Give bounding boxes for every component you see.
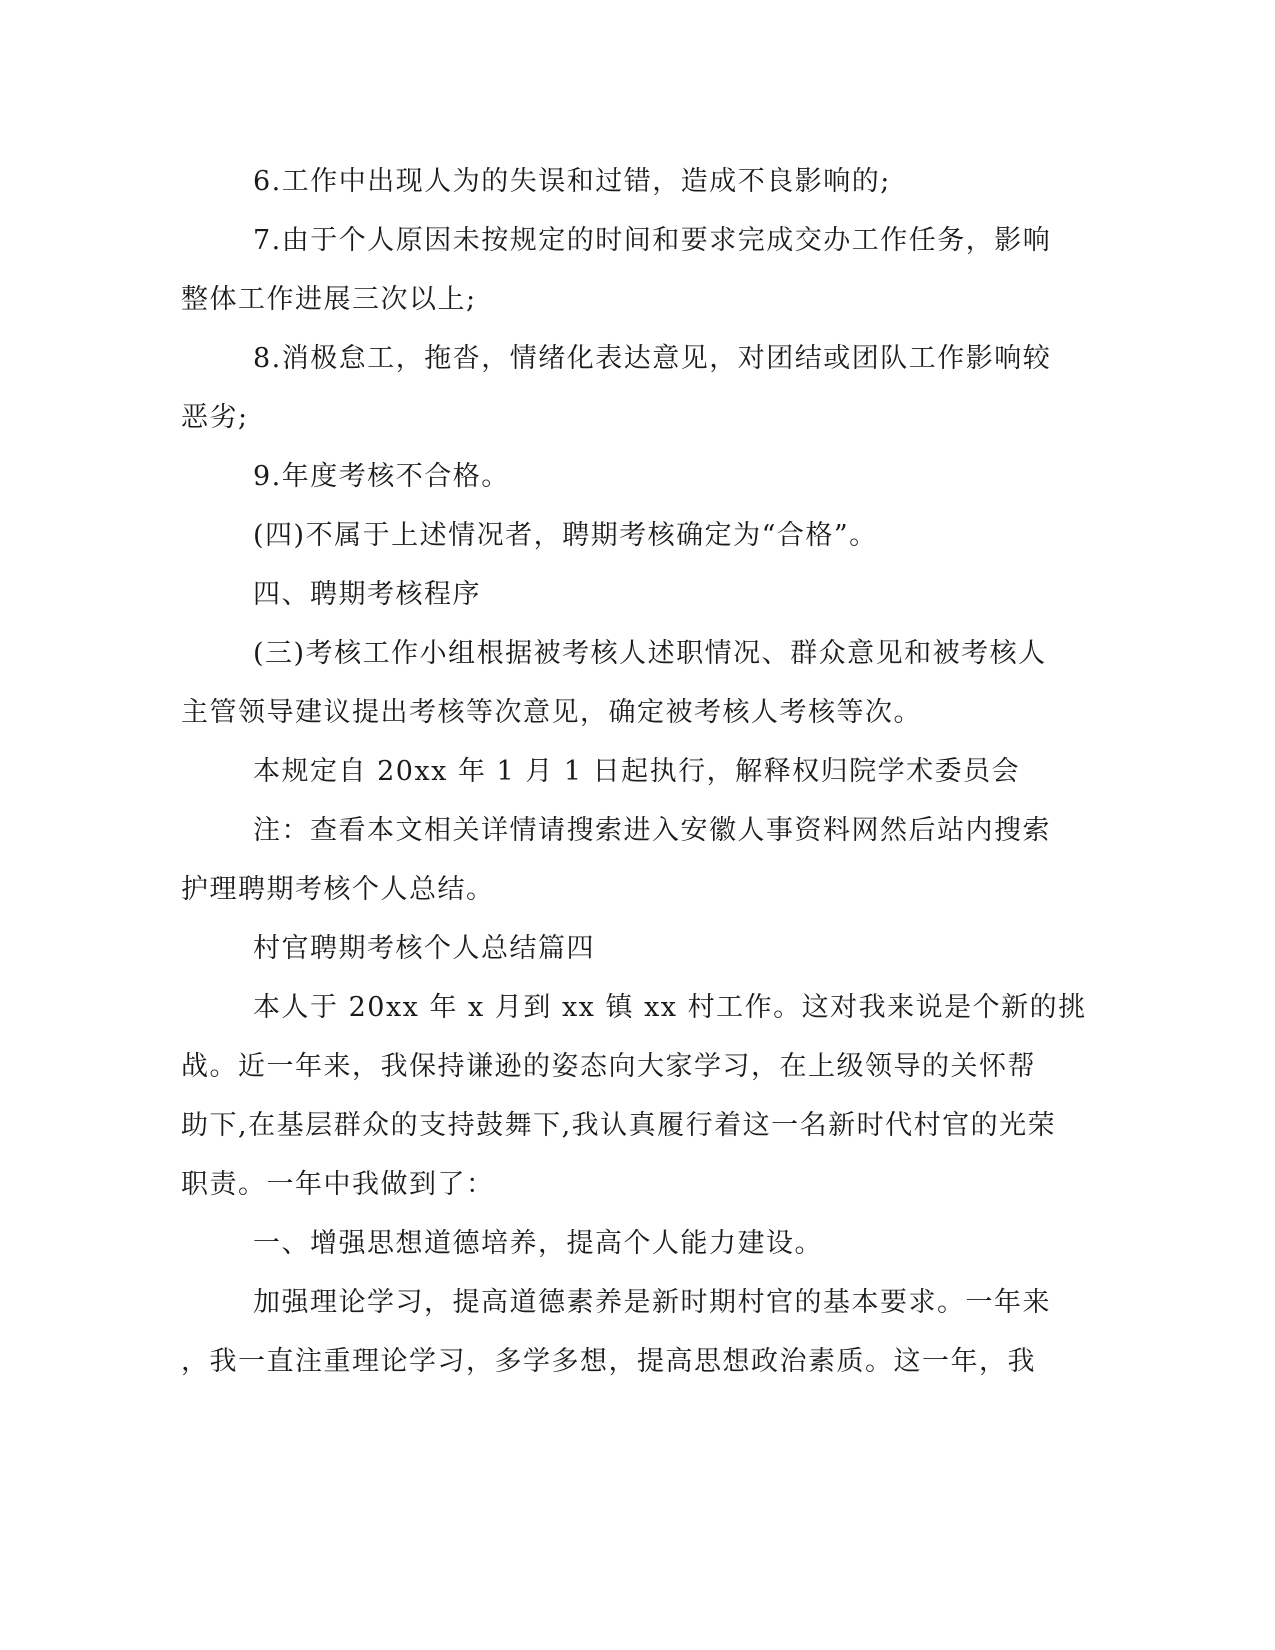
paragraph-line: 护理聘期考核个人总结。 — [181, 874, 495, 905]
paragraph-line: 战。近一年来，我保持谦逊的姿态向大家学习，在上级领导的关怀帮 — [181, 1051, 1036, 1082]
paragraph-line: 本规定自 20xx 年 1 月 1 日起执行，解释权归院学术委员会 — [253, 756, 1021, 787]
paragraph-line: ，我一直注重理论学习，多学多想，提高思想政治素质。这一年，我 — [181, 1346, 1036, 1377]
paragraph-line: (四)不属于上述情况者，聘期考核确定为“合格”。 — [253, 520, 878, 551]
paragraph-line: 加强理论学习，提高道德素养是新时期村官的基本要求。一年来 — [253, 1287, 1051, 1318]
paragraph-line: 恶劣; — [181, 402, 249, 433]
paragraph-line: 本人于 20xx 年 x 月到 xx 镇 xx 村工作。这对我来说是个新的挑 — [253, 992, 1087, 1023]
paragraph-line: 注：查看本文相关详情请搜索进入安徽人事资料网然后站内搜索 — [253, 815, 1051, 846]
section-heading: 四、聘期考核程序 — [253, 579, 481, 610]
section-heading: 一、增强思想道德培养，提高个人能力建设。 — [253, 1228, 823, 1259]
paragraph-line: 9.年度考核不合格。 — [253, 461, 510, 492]
paragraph-line: 职责。一年中我做到了： — [181, 1169, 495, 1200]
paragraph-line: 主管领导建议提出考核等次意见，确定被考核人考核等次。 — [181, 697, 922, 728]
paragraph-line: (三)考核工作小组根据被考核人述职情况、群众意见和被考核人 — [253, 638, 1047, 669]
section-title: 村官聘期考核个人总结篇四 — [253, 933, 595, 964]
paragraph-line: 6.工作中出现人为的失误和过错，造成不良影响的; — [253, 166, 891, 197]
paragraph-line: 整体工作进展三次以上; — [181, 284, 477, 315]
paragraph-line: 助下,在基层群众的支持鼓舞下,我认真履行着这一名新时代村官的光荣 — [181, 1110, 1057, 1141]
paragraph-line: 7.由于个人原因未按规定的时间和要求完成交办工作任务，影响 — [253, 225, 1052, 256]
paragraph-line: 8.消极怠工，拖沓，情绪化表达意见，对团结或团队工作影响较 — [253, 343, 1052, 374]
